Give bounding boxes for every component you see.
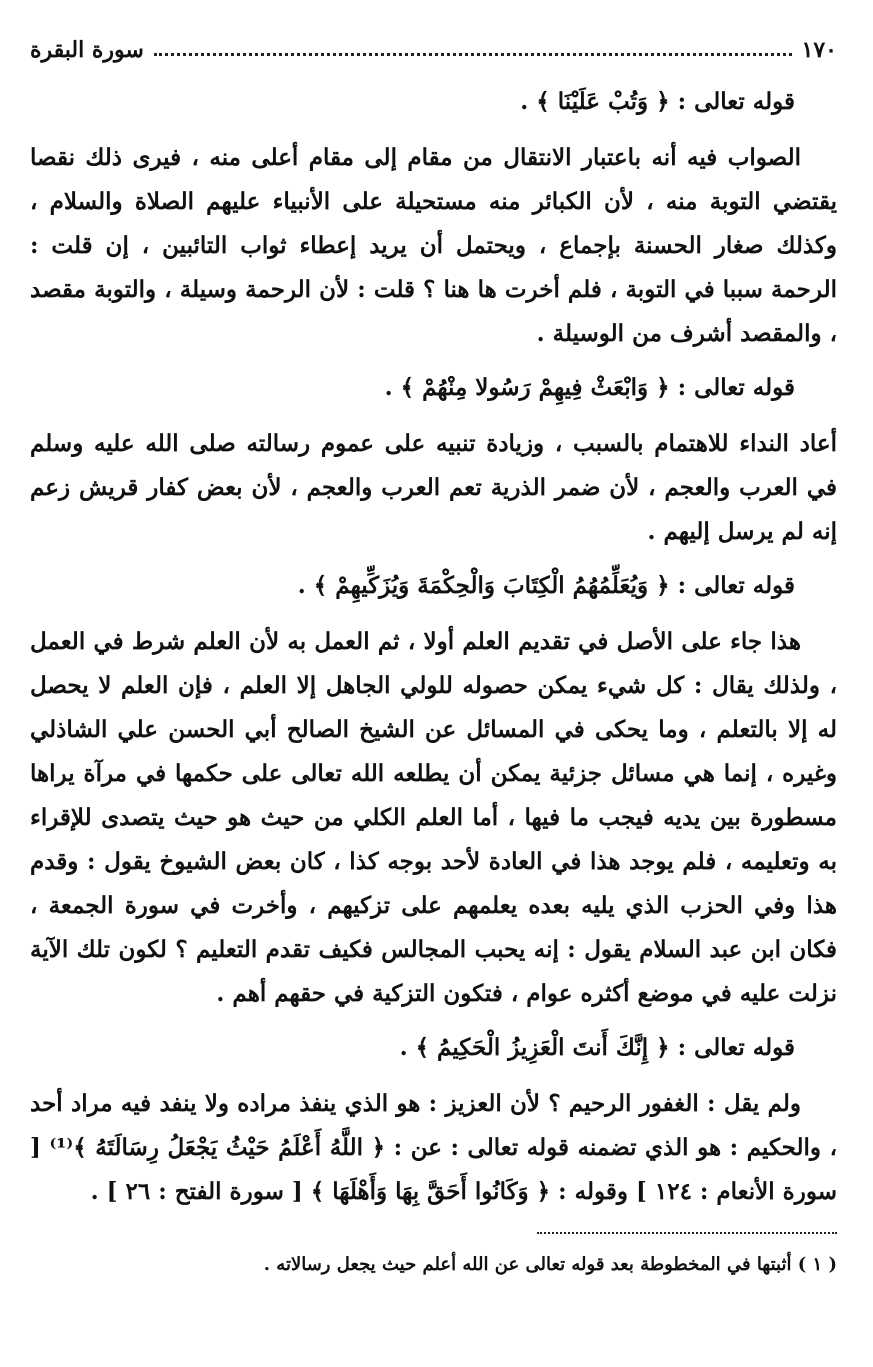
book-page <box>30 30 837 1340</box>
footnote: ( ١ ) أثبتها في المخطوطة بعد قوله تعالى عن الله أعلم حيث يجعل رسالاته . <box>263 1254 837 1275</box>
commentary-paragraph: أعاد النداء للاهتمام بالسبب ، وزيادة تنبيه على عموم رسالته صلى الله عليه وسلم في العرب والعجم ، لأن ضمر الذرية تعم العرب والعجم ، لأن بعض كفار قريش زعم إنه لم يرسل إليهم . <box>30 430 837 545</box>
running-header <box>30 30 837 70</box>
footnote-separator <box>537 1232 837 1234</box>
verse-heading: قوله تعالى : ﴿ وَتُبْ عَلَيْنَا ﴾ . <box>520 88 795 115</box>
main-text <box>30 80 837 1214</box>
header-dotted-leader <box>154 53 792 56</box>
commentary-paragraph: هذا جاء على الأصل في تقديم العلم أولا ، ثم العمل به لأن العلم شرط في العمل ، ولذلك يقال : كل شيء يمكن حصوله للولي الجاهل إلا العلم ، فإن العلم لا يحصل له إلا بالتعلم ، وما يحكى في المسائل عن الشيخ الصالح أبي الحسن علي الشاذلي وغيره ، إنما هي مسائل جزئية يمكن أن يطلعه الله تعالى على حكمها في مرآة يراها مسطورة بين يديه فيجب ما فيها ، أما العلم الكلي من حيث هو حيث يتصدى للإقراء به وتعليمه ، فلم يوجد هذا في العادة لأحد بوجه كذا ، كان بعض الشيوخ يقول : وقدم هذا وفي الحزب الذي يليه بعده يعلمهم على تزكيهم ، وأخرت في سورة الجمعة ، فكان ابن عبد السلام يقول : إنه يحبب المجالس فكيف تقدم التعليم ؟ لكون تلك الآية نزلت عليه في موضع أكثره عوام ، فتكون التزكية في حقهم أهم . <box>30 628 837 1007</box>
verse-heading: قوله تعالى : ﴿ إِنَّكَ أَنتَ الْعَزِيزُ الْحَكِيمُ ﴾ . <box>399 1034 795 1061</box>
verse-heading: قوله تعالى : ﴿ وَابْعَثْ فِيهِمْ رَسُولا مِنْهُمْ ﴾ . <box>384 374 795 401</box>
verse-heading: قوله تعالى : ﴿ وَيُعَلِّمُهُمُ الْكِتَابَ وَالْحِكْمَةَ وَيُزَكِّيهِمْ ﴾ . <box>297 572 795 599</box>
surah-title: سورة البقرة <box>30 37 144 63</box>
commentary-paragraph: الصواب فيه أنه باعتبار الانتقال من مقام إلى مقام أعلى منه ، فيرى ذلك نقصا يقتضي التوبة منه ، لأن الكبائر منه مستحيلة على الأنبياء عليهم الصلاة والسلام ، وكذلك صغار الحسنة بإجماع ، ويحتمل أن يريد إعطاء ثواب التائبين ، إن قلت : الرحمة سببا في التوبة ، فلم أخرت ها هنا ؟ قلت : لأن الرحمة وسيلة ، والتوبة مقصد ، والمقصد أشرف من الوسيلة . <box>30 144 837 347</box>
page-number: ١٧٠ <box>801 37 837 63</box>
commentary-paragraph: ولم يقل : الغفور الرحيم ؟ لأن العزيز : هو الذي ينفذ مراده ولا ينفد فيه مراد أحد ، والحكيم : هو الذي تضمنه قوله تعالى : عن : ﴿ اللَّهُ أَعْلَمُ حَيْثُ يَجْعَلُ رِسَالَتَهُ ﴾⁽¹⁾ [ سورة الأنعام : ١٢٤ ] وقوله : ﴿ وَكَانُوا أَحَقَّ بِهَا وَأَهْلَهَا ﴾ [ سورة الفتح : ٢٦ ] . <box>30 1090 837 1205</box>
